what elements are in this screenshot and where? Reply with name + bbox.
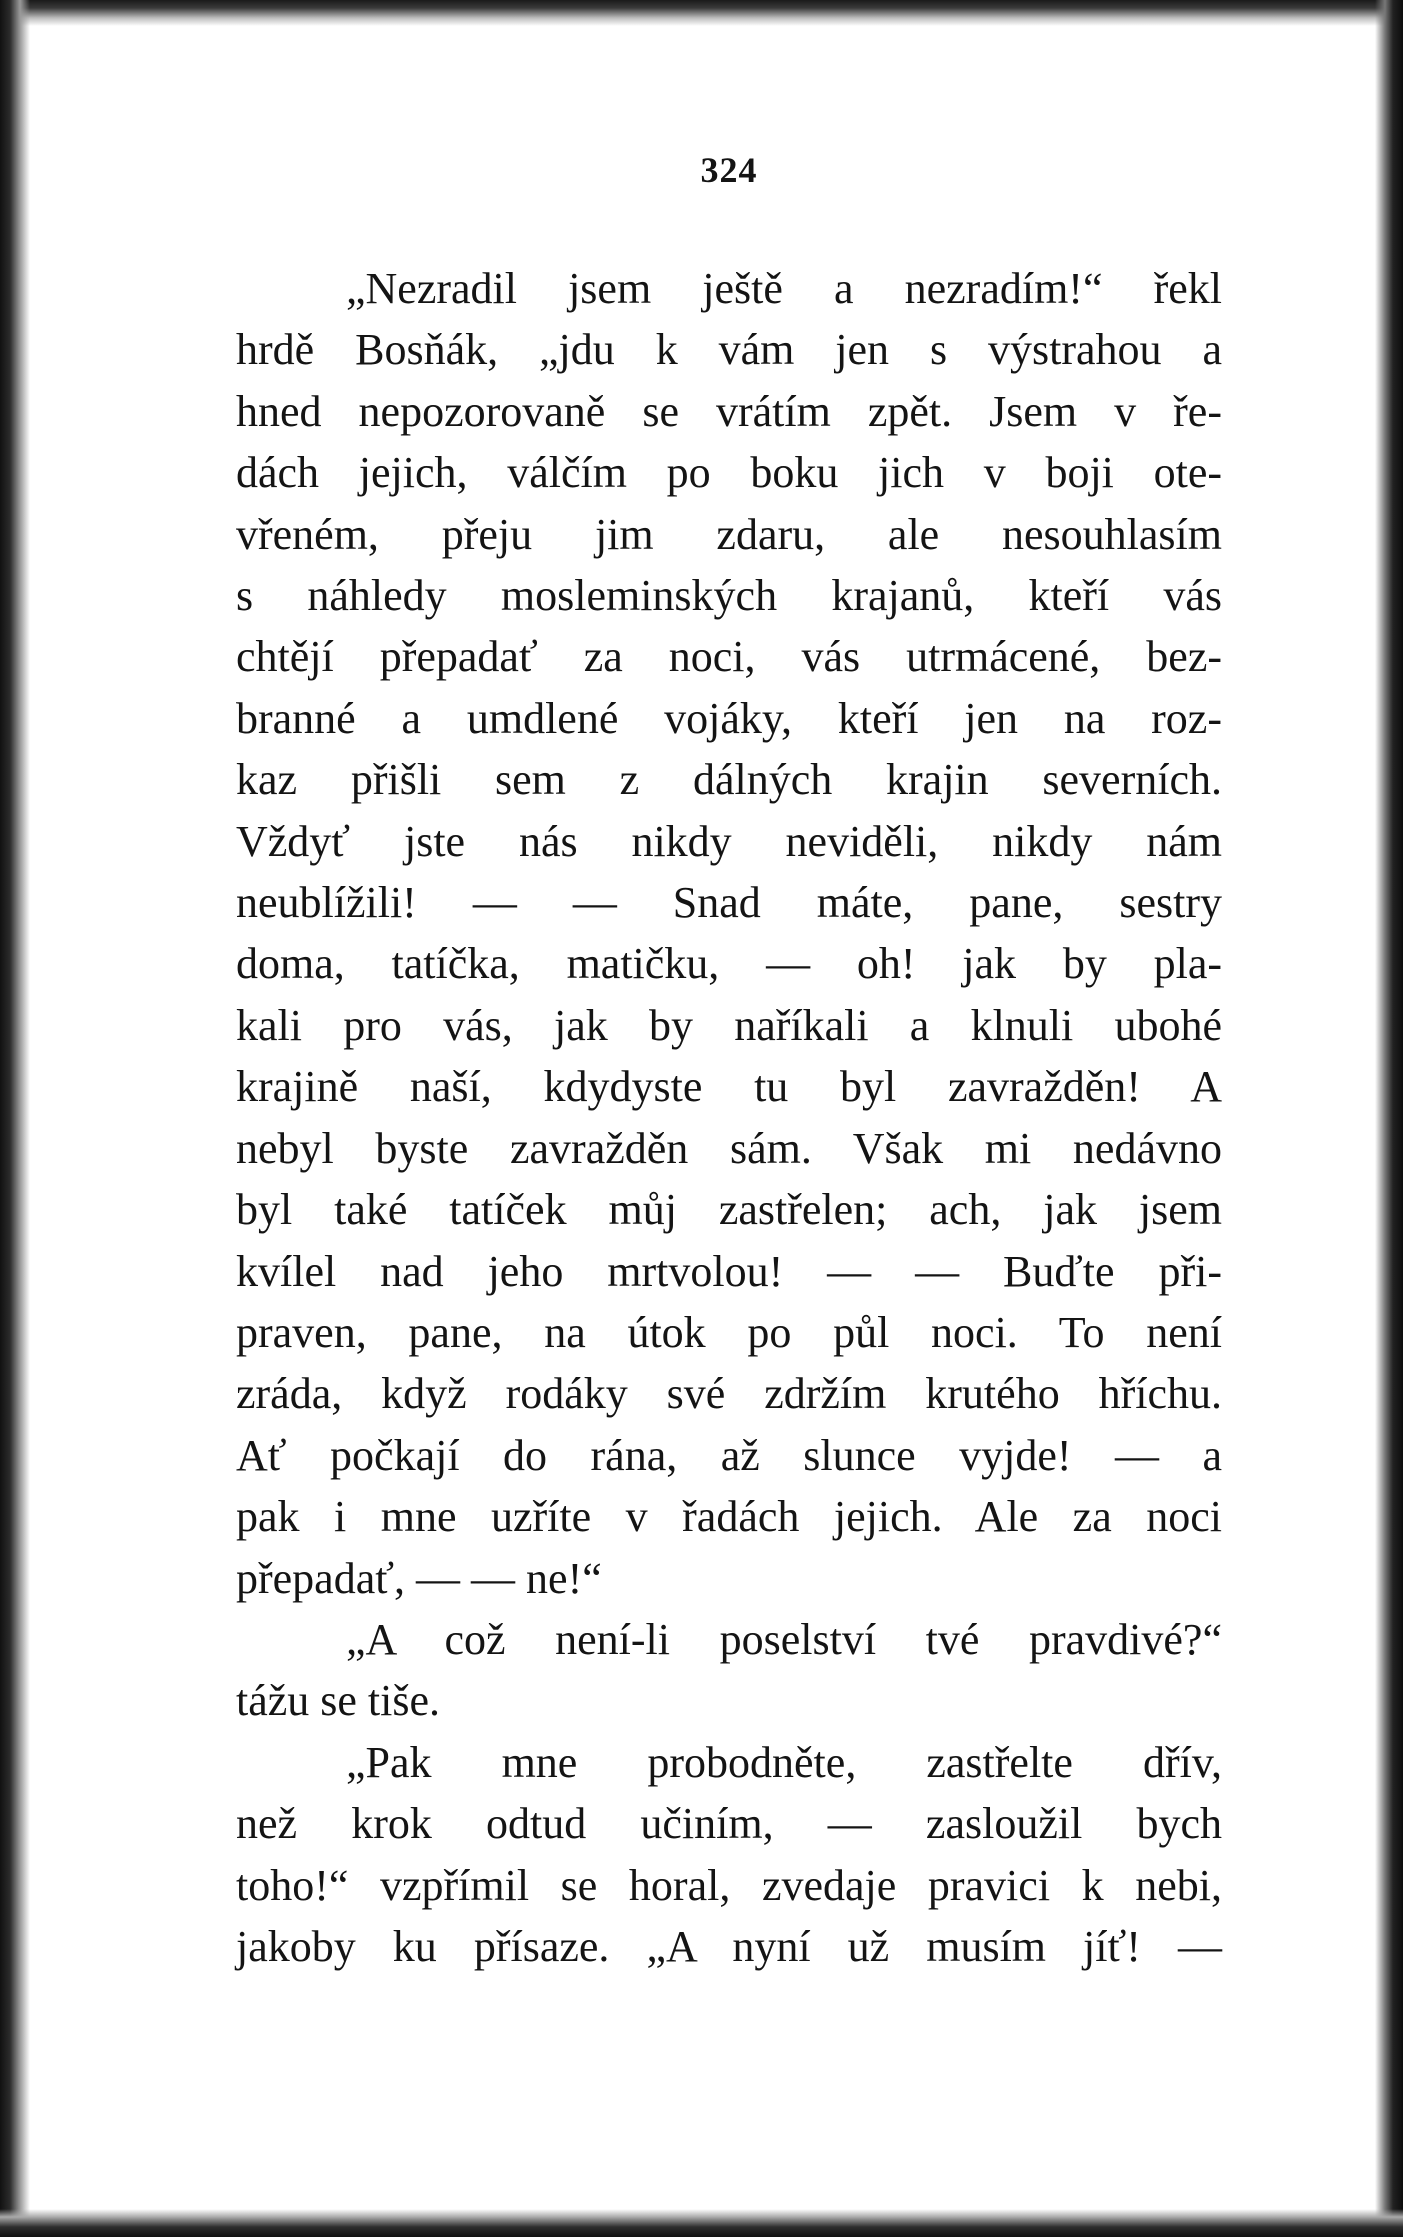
text-line: toho!“ vzpřímil se horal, zvedaje pravici k nebi, — [236, 1860, 1222, 1910]
text-line: praven, pane, na útok po půl noci. To není — [236, 1307, 1222, 1357]
text-line: chtějí přepadať za noci, vás utrmácené, bez- — [236, 632, 1222, 682]
scan-edge-bottom — [0, 2209, 1403, 2237]
text-line: než krok odtud učiním, — zasloužil bych — [236, 1799, 1222, 1849]
text-line: s náhledy mosleminských krajanů, kteří vás — [236, 571, 1222, 621]
text-line: branné a umdlené vojáky, kteří jen na roz- — [236, 693, 1222, 743]
text-line: dách jejich, válčím po boku jich v boji ote- — [236, 448, 1222, 498]
page-content — [236, 150, 1222, 1977]
text-line: doma, tatíčka, matičku, — oh! jak by pla- — [236, 939, 1222, 989]
text-line: kali pro vás, jak by naříkali a klnuli ubohé — [236, 1000, 1222, 1050]
page-number: 324 — [700, 150, 758, 190]
text-line: „Nezradil jsem ještě a nezradím!“ řekl — [346, 264, 1222, 313]
text-line: vřeném, přeju jim zdaru, ale nesouhlasím — [236, 509, 1222, 559]
text-line: „A což není-li poselství tvé pravdivé?“ — [346, 1614, 1222, 1664]
text-line: byl také tatíček můj zastřelen; ach, jak jsem — [236, 1185, 1222, 1235]
text-line: Vždyť jste nás nikdy neviděli, nikdy nám — [236, 816, 1222, 866]
scan-edge-top — [0, 0, 1403, 26]
text-line: krajině naší, kdydyste tu byl zavražděn! A — [236, 1062, 1222, 1112]
text-line: tážu se tiše. — [236, 1676, 441, 1726]
text-line: kaz přišli sem z dálných krajin severních. — [236, 755, 1222, 805]
text-line: „Pak mne probodněte, zastřelte dřív, — [346, 1737, 1222, 1787]
text-line: Ať počkají do rána, až slunce vyjde! — a — [236, 1430, 1222, 1480]
text-line: pak i mne uzříte v řadách jejich. Ale za noci — [236, 1492, 1222, 1542]
text-line: hned nepozorovaně se vrátím zpět. Jsem v ře- — [236, 386, 1222, 436]
text-line: jakoby ku přísaze. „A nyní už musím jíť! — — [236, 1921, 1222, 1971]
scan-edge-right — [1375, 0, 1403, 2237]
scan-edge-left — [0, 0, 30, 2237]
text-line: zráda, když rodáky své zdržím krutého hříchu. — [236, 1369, 1222, 1419]
text-line: kvílel nad jeho mrtvolou! — — Buďte při- — [236, 1246, 1222, 1296]
text-line: hrdě Bosňák, „jdu k vám jen s výstrahou a — [236, 325, 1222, 375]
text-line: neublížili! — — Snad máte, pane, sestry — [236, 878, 1222, 928]
text-line: nebyl byste zavražděn sám. Však mi nedávno — [236, 1123, 1222, 1173]
text-line: přepadať, — — ne!“ — [236, 1553, 602, 1603]
body-text — [236, 258, 1222, 1977]
